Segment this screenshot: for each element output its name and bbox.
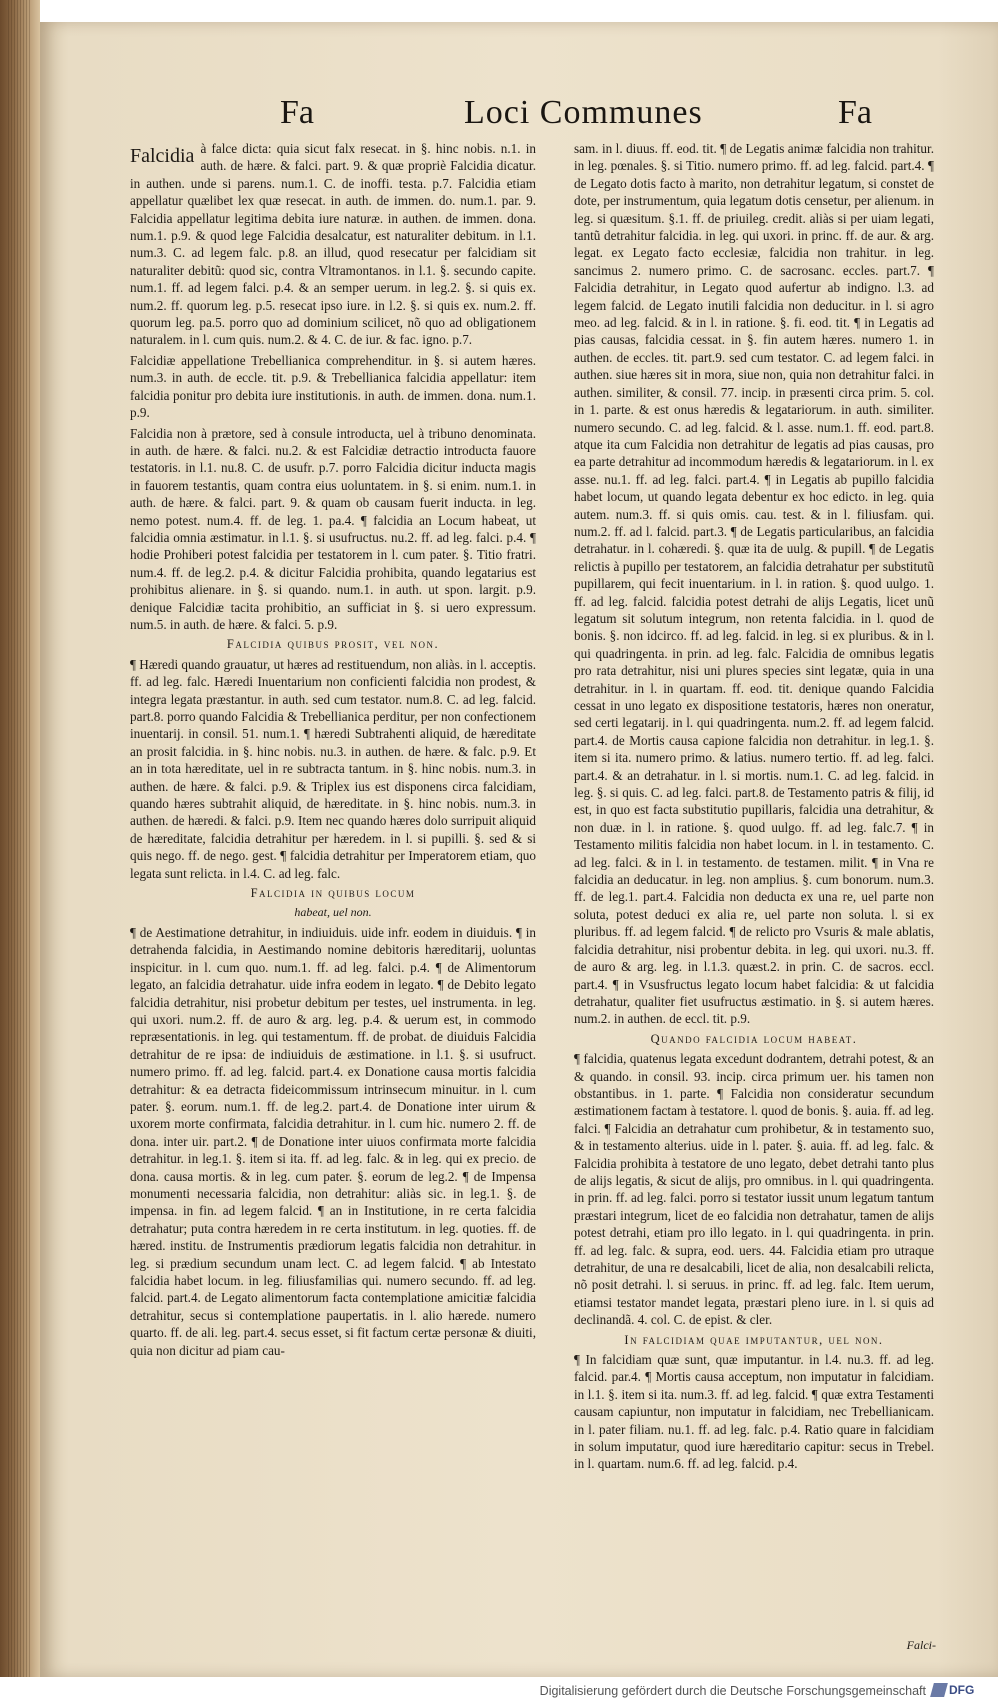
section-text: ¶ de Aestimatione detrahitur, in indiuiduis. uide infr. eodem in diuiduis. ¶ in detrahenda falcidia, in Aestimando nomine debitoris hæreditarij, uoluntas inspicitur. in l. cum quo. num.1. ff. ad leg. falci. p.4. ¶ de Alimentorum legato, an falcidia detrahatur. uide infra eodem in legato. ¶ de Debito legato falcidia detrahitur, nisi probetur debitum per testes, uel instrumenta. in leg. qui uxori. num.2. ff. de auro & arg. leg. p.4. & uerum est, in commodo repræsentationis. in leg. qui testamentum. ff. de probat. de diuiduis Falcidia detrahitur de re ipsa: de indiuiduis de æstimatione. in l.1. §. si usufruct. numero primo. ff. ad leg. falcid. part.4. ex Donatione causa mortis falcidia detrahitur: & ea detracta fideicommissum intrinsecum minuitur. in l. cum pater. §. eorum. num.1. ff. de leg.2. part.4. de Donatione inter uirum & uxorem morte confirmata, falcidia detrahitur. in l. cum hic. numero 2. ff. de dona. inter uir. part.2. ¶ de Donatione inter uiuos confirmata morte falcidia detrahitur. in leg.1. §. item si ita. ff. ad leg. falc. & in leg. qui ex precio. de dona. causa mortis. & in leg. cum pater. §. eorum de leg.2. ¶ de Impensa monumenti necessaria falcidia, non detrahitur: aliàs sic. in leg.1. §. de impensa. in fin. ad legem falcid. ¶ an in Institutione, in re certa falcidia detrahatur; puta contra hæredem in re certa institutum. in leg. quoties. ff. de hæred. institu. de Instrumentis prædiorum legatis falcidia non detrahitur. in leg. si prædium secundum unam lect. C. ad legem falcid. ¶ ab Intestato falcidia habet locum. in leg. filiusfamilias qui. numero secundo. ff. ad leg. falcid. part.4. de Legato alimentorum facta contemplatione amicitiæ falcidia detrahitur, secus si contemplatione paupertatis. in l. alio hærede. numero quarto. ff. de ali. leg. part.4. secus esset, si fit factum certæ personæ & diuiti, quia non dicitur ad piam cau- bbox=[130, 924, 536, 1358]
catchword: Falci- bbox=[906, 1638, 936, 1652]
running-title: Loci Communes bbox=[464, 94, 703, 131]
entry-paragraph: Falcidia non à prætore, sed à consule introducta, uel à tribuno denominata. in auth. de hære. & falci. nu.2. & est Falcidiæ detractio introducta fauore testatoris. in l.1. nu.8. C. de usufr. p.7. porro Falcidia dicitur inducta magis in fauorem testantis, quam contra eius uoluntatem. in §. si enim. num.1. in auth. de hære. & falci. part. 9. & quam ob causam fuerit inducta. in leg. nemo potest. num.4. ff. de leg. 1. pa.4. ¶ falcidia an Locum habeat, ut falcidia omnia æstimatur. in l.1. §. si usufructus. nu.2. ff. ad leg. falci. p.4. ¶ hodie Prohiberi potest falcidia per testatorem in l. cum pater. §. Titio fratri. num.4. ff. de leg.2. p.4. & dicitur Falcidia prohibita, quando legatarius est prohibitus alienare. in §. si quando. num.1. in auth. ut spon. largit. p.9. denique Falcidiæ tacita prohibitio, an sufficiat in §. si uero expressum. num.5. in auth. de hære. & falci. 5. p.9. bbox=[130, 425, 536, 632]
section-text: ¶ In falcidiam quæ sunt, quæ imputantur. in l.4. nu.3. ff. ad leg. falcid. par.4. ¶ Mortis causa acceptum, non imputatur in falcidiam. in l.1. §. item si ita. num.3. ff. ad leg. falcid. ¶ quæ extra Testamenti causam capiuntur, non imputatur in falcidiam, nec Trebellianicam. in l. pater filiam. nu.1. ff. ad leg. falc. p.4. Ratio quare in falcidiam in solum imputatur, quod iure hæreditario capitur: secus in Trebel. in l. quartam. num.6. ff. ad leg. falcid. p.4. bbox=[574, 1352, 934, 1472]
header-left-letters: Fa bbox=[280, 94, 314, 131]
book-binding-edge bbox=[0, 0, 40, 1703]
section-heading: Falcidia quibus prosit, vel non. bbox=[226, 637, 440, 652]
header-right-letters: Fa bbox=[838, 94, 872, 131]
entry-paragraph: Falcidiæ appellatione Trebellianica comprehenditur. in §. si autem hæres. num.3. in auth. de eccle. tit. p.9. & Trebellianica falcidia appellatur: item falcidia ponitur pro debita iure institutionis. in auth. de immen. dona. num.1. p.9. bbox=[130, 352, 536, 421]
section-text: ¶ falcidia, quatenus legata excedunt dodrantem, detrahi potest, & an & quando. in consil. 93. incip. circa primum uer. his tamen non obstantibus. in 1. parte. ¶ Falcidia non consideratur secundum æstimationem factam à testatore. l. quod de bonis. §. auia. ff. ad leg. falci. ¶ Falcidia an detrahatur cum prohibetur, & in testamento suo, & in testamento alterius. uide in l. pater. §. auia. ff. ad leg. falc. & Falcidia prohibita à testatore de uno legato, debet detrahi tanto plus de alijs legatis, & sicut de alijs, pro omnibus. in l. qui quadringenta. in prin. ff. ad leg. falci. porro si testator iussit unum legatum tantum præstari integrum, licet de eo falcidia non detrahatur, tamen de alijs potest detrahi, etiam pro illo legato. in l. qui quadringenta. in prin. ff. ad leg. falc. & supra, eod. uers. 44. Falcidia etiam pro utraque detrahitur, de una re desalcabili, licet de alia, non desalcabili relicta, nõ posit detrahi. l. si seruus. in princ. ff. ad leg. falc. Item uerum, etiamsi testator mandet legata, præstari pleno iure. in l. si quis ad declinandã. 4. col. C. de epist. & cler. bbox=[574, 1051, 934, 1328]
entry-headword: Falcidia bbox=[130, 145, 195, 167]
section-heading: Falcidia in quibus locum bbox=[250, 886, 416, 901]
entry-paragraph bbox=[130, 140, 536, 349]
right-text-column bbox=[574, 140, 934, 1476]
section-heading: In falcidiam quae imputantur, uel non. bbox=[624, 1332, 884, 1347]
paragraph-text: à falce dicta: quia sicut falx resecat. in §. hinc nobis. n.1. in auth. de hære. & falci. part. 9. & quæ propriè Falcidia dicatur. in authen. unde si parens. num.1. C. de inoffi. testa. p.7. Falcidia etiam appellatur quælibet lex quæ resecat. in auth. de immen. do. num.1. par. 9. Falcidia appellatur legitima debita iure naturæ. in authen. de immen. dona. num.1. p.9. & quod lege Falcidia desalcatur, est naturaliter debitum. in l.1. num.3. C. ad legem falc. p.8. an illud, quod resecatur per falcidiam sit naturaliter debitũ: quod sic, contra Vltramontanos. in l.1. §. secundo capite. num.1. ff. ad legem falci. p.4. & an semper uerum. in leg.2. §. si quis ex. num.2. ff. quorum leg. p.5. resecat ipso iure. in l.2. §. si quis ex. num.2. ff. quorum leg. pa.5. porro quo ad dominium scilicet, nõ quo ad obligationem naturalem. in l. cum quis. num.2. & 4. C. de iur. & fac. igno. p.7. bbox=[130, 141, 536, 348]
section-heading: Quando falcidia locum habeat. bbox=[650, 1031, 858, 1046]
dfg-logo bbox=[932, 1681, 984, 1699]
section-text: sam. in l. diuus. ff. eod. tit. ¶ de Legatis animæ falcidia non trahitur. in leg. pœnales. §. si Titio. numero primo. ff. ad leg. falcid. part.4. ¶ de Legato dotis facto à marito, non detrahitur legatum, si constet de dote, per instrumentum, quia legatum dotis censetur, per alienum. in leg. si quæsitum. §.1. ff. de priuileg. credit. aliàs si per uiam legati, tantũ detrahitur falcidia. in leg. qui uxori. in princ. ff. de aur. & arg. legat. ex Legato facto ecclesiæ, falcidia non trahitur. in leg. sancimus 2. numero primo. C. de sacrosanc. eccles. part.7. ¶ Falcidia detrahitur, in Legato quod aufertur ab indigno. l.3. ad legem falcid. de Legato inutili falcidia non deducitur. in l. si agro meo. ad leg. falcid. & in l. in ratione. §. fi. eod. tit. ¶ in Legatis ad pias causas, falcidia cessat. in §. fin autem hæres. numero 1. in authen. de eccles. tit. part.9. sed cum testator. C. ad legem falci. in authen. siue hæres sit in mora, siue non, quia non detrahitur falci. in authen. similiter, & consil. 77. incip. in præsenti circa prim. 5. col. in 1. parte. & est onus hæredis & legatariorum. in auth. similiter. numero secundo. C. ad leg. falcid. & l. asse. num.1. ff. eod. part.8. atque ita cum Falcidia non detrahitur de legatis ad pias causas, pro ea parte detrahitur ad incommodum hæredis & legatariorum. in l. ex asse. nu.1. ff. ad leg. falci. part.4. ¶ in Legatis ab pupillo falcidia habet locum, ut quando legata debentur ex hoc edicto. in leg. quia autem. num.3. ff. si quis omis. cau. test. & in l. filiusfam. qui. num.2. ff. ad l. falcid. part.3. ¶ de Legatis particularibus, an falcidia detrahatur. in l. cohæredi. §. quæ ita de uulg. & pupill. ¶ de Legatis relictis à pupillo per testatorem, an falcidia detrahatur per substitutũ pupillarem, qui fecit inuentarium. in l. in ration. §. quod uulgo. 1. ff. ad leg. falcid. falcidia potest detrahi de alijs Legatis, licet unũ legatum sit solutum integrum, non retenta falcidia. in l. quod de bonis. §. non idcirco. ff. ad leg. falcid. in leg. si ex pluribus. & in l. qui quadringenta. in prin. ad leg. falc. Falcidia de omnibus legatis pro rata detrahitur, nisi uni plures species sint legatæ, quia in una detrahitur. in l. in quartam. ff. eod. tit. denique quando Falcidia cessat in uno legato ex dispositione testatoris, hæres non oneratur, sed certi legatarij. in l. qui quadringenta. num.2. ff. ad legem falcid. part.4. de Mortis causa capione falcidia non detrahitur. in leg.1. §. item si ita. numero primo. & latius. numero tertio. ff. ad leg. falci. part.4. & an detrahatur. in l. si mortis. num.1. C. ad leg. falcid. in leg. §. si quis. C. ad leg. falci. part.8. de Testamento patris & filij, id est, in quo est facta substitutio pupillaris, falcidia una detrahitur, & non duæ. in l. in ratione. §. quod uulgo. ff. ad leg. falc.7. ¶ in Testamento militis falcidia non habet locum. in l. in testamento. C. ad leg. falci. & in l. in testamento. de testamen. milit. ¶ in Vna re falcidia an deducatur. in leg. non amplius. §. cum bonorum. num.3. ff. de leg.1. part.4. Falcidia non deducta ex una re, uel parte non soluta, potest deduci ex alia re, uel parte non soluta. l. si ex pluribus. ff. ad legem falcid. ¶ de relicto pro Vsuris & male ablatis, falcidia detrahitur, nisi probentur debita. in leg. qui uxori. nu.3. ff. de auro & arg. leg. in l.1.3. quæst.2. in prin. C. de sacros. eccl. part.4. ¶ in Vsusfructus legato locum habet falcidia: & ut falcidia detrahatur, qualiter fiet usufructus æstimatio. in §. si autem hæres. num.2. in authen. de eccl. tit. p.9. bbox=[574, 141, 934, 1027]
section-text: ¶ Hæredi quando grauatur, ut hæres ad restituendum, non aliàs. in l. acceptis. ff. ad leg. falc. Hæredi Inuentarium non conficienti falcidia non prodest, & integra legata præstantur. in auth. sed cum testator. num.8. C. ad leg. falcid. part.8. porro quando Falcidia & Trebellianica perditur, per non confectionem inuentarij. in consil. 51. num.1. ¶ hæredi Subtrahenti aliquid, de hæreditate an prosit falcidia. in §. hinc nobis. nu.3. in authen. de hære. & falc. p.9. Et an in tota hæreditate, uel in re subtracta tantum. in §. hinc nobis. num.3. in authen. de hære. & falci. p.9. & Triplex ius est disponens circa falcidiam, quando hæres subtrahit aliquid, de hæreditate. in §. hinc nobis. num.3. in authen. de hæredi. & falci. p.9. Item nec quando hæres dolo surripuit aliquid de hæreditate, falcidia detrahitur per hæredem. in l. si pupilli. §. sed & si quis nego. ff. de nego. gest. ¶ falcidia detrahitur per Imperatorem etiam, quo legata sunt relicta. in l.4. C. ad leg. falc. bbox=[130, 656, 536, 881]
dfg-logo-text: DFG bbox=[949, 1683, 975, 1697]
section-subheading: habeat, uel non. bbox=[294, 905, 372, 920]
dfg-logo-icon bbox=[930, 1683, 948, 1697]
funding-note: Digitalisierung gefördert durch die Deutsche Forschungsgemeinschaft bbox=[539, 1684, 926, 1698]
left-text-column bbox=[130, 140, 536, 1362]
